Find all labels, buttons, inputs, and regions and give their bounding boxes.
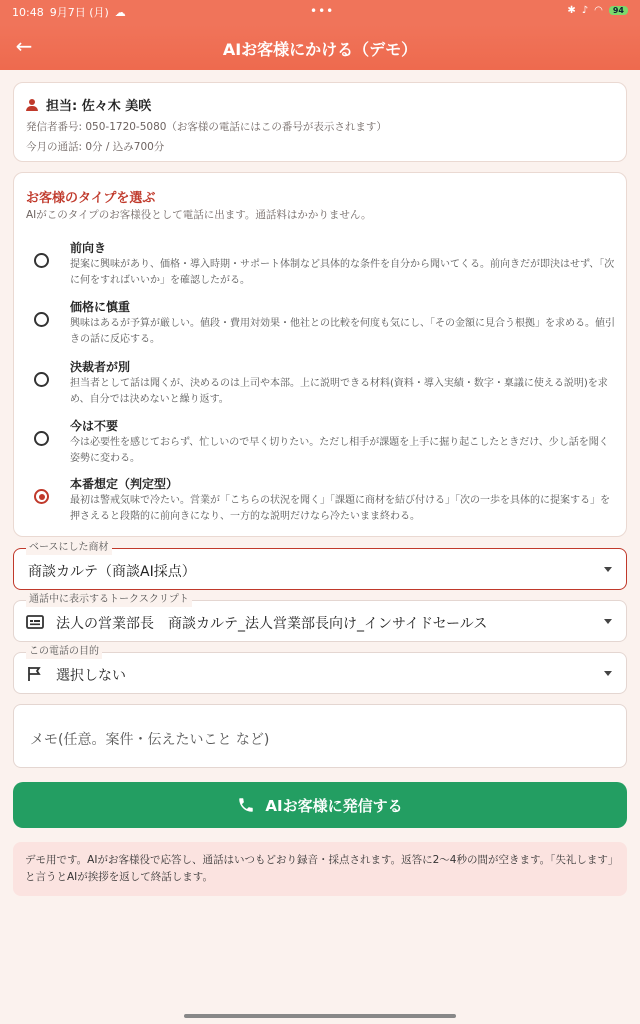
chevron-down-icon xyxy=(604,619,612,624)
person-icon xyxy=(26,99,38,111)
purpose-select-value: 選択しない xyxy=(56,668,126,684)
radio-button[interactable] xyxy=(34,312,49,327)
option-title: 決裁者が別 xyxy=(70,360,131,374)
cloud-icon: ☁ xyxy=(114,5,126,19)
phone-icon xyxy=(237,796,255,814)
script-select[interactable] xyxy=(13,594,627,642)
radio-button[interactable] xyxy=(34,253,49,268)
option-description: 提案に興味があり、価格・導入時期・サポート体制など具体的な条件を自分から聞いてくる。前向きだが即決はせず、「次に何をすればいいか」を確認したがる。 xyxy=(70,259,615,286)
radio-button-selected[interactable] xyxy=(34,489,49,504)
option-description: 最初は警戒気味で冷たい。営業が「こちらの状況を聞く」「課題に商材を結び付ける」「次の一歩を具体的に提案する」を押さえると段階的に前向きになり、一方的な説明だけなら冷たいまま終わる。 xyxy=(70,495,610,522)
customer-type-title: お客様のタイプを選ぶ xyxy=(26,191,156,206)
purpose-select-label: この電話の目的 xyxy=(26,645,102,659)
page-title: AIお客様にかける（デモ） xyxy=(222,40,418,59)
customer-type-subtitle: AIがこのタイプのお客様役として電話に出ます。通話料はかかりません。 xyxy=(26,209,372,221)
customer-type-card xyxy=(13,172,627,537)
bluetooth-icon: ✱ xyxy=(567,5,576,16)
call-ai-customer-button[interactable] xyxy=(13,782,627,828)
option-description: 興味はあるが予算が厳しい。値段・費用対効果・他社との比較を何度も気にし、「その金額に見合う根拠」を求める。値引きの話に反応する。 xyxy=(70,318,615,345)
option-title: 価格に慎重 xyxy=(70,300,131,314)
monthly-usage: 今月の通話: 0分 / 込み700分 xyxy=(26,141,165,153)
product-select[interactable] xyxy=(13,542,627,590)
memo-placeholder: メモ(任意。案件・伝えたいこと など) xyxy=(30,732,270,748)
option-title: 今は不要 xyxy=(70,419,119,433)
script-select-label: 通話中に表示するトークスクリプト xyxy=(26,593,192,607)
status-bar xyxy=(0,0,640,24)
option-title: 前向き xyxy=(70,241,107,255)
purpose-select[interactable] xyxy=(13,646,627,694)
caller-number: 発信者番号: 050-1720-5080（お客様の電話にはこの番号が表示されます） xyxy=(26,121,387,133)
radio-button[interactable] xyxy=(34,431,49,446)
product-select-label: ベースにした商材 xyxy=(26,541,112,555)
script-card-icon xyxy=(26,614,44,630)
option-description: 担当者として話は聞くが、決めるのは上司や本部。上に説明できる材料(資料・導入実績・数字・稟議に使える説明)を求め、自分では決めないと繰り返す。 xyxy=(70,378,608,405)
call-button-label: AIお客様に発信する xyxy=(265,796,403,815)
option-description: 今は必要性を感じておらず、忙しいので早く切りたい。ただし相手が課題を上手に掘り起こしたときだけ、少し話を聞く姿勢に変わる。 xyxy=(70,437,609,464)
app-bar xyxy=(0,24,640,70)
chevron-down-icon xyxy=(604,671,612,676)
demo-note xyxy=(13,842,627,896)
more-dots-icon: ••• xyxy=(310,4,335,18)
agent-info-card xyxy=(13,82,627,162)
battery-icon: 94 xyxy=(609,6,628,15)
status-time: 10:48 xyxy=(12,5,44,19)
status-date: 9月7日 (月) xyxy=(49,6,109,19)
radio-button[interactable] xyxy=(34,372,49,387)
agent-name: 担当: 佐々木 美咲 xyxy=(46,99,152,114)
flag-icon xyxy=(26,666,44,682)
chevron-down-icon xyxy=(604,567,612,572)
demo-note-text: デモ用です。AIがお客様役で応答し、通話はいつもどおり録音・採点されます。返答に2〜4秒の間が空きます。「失礼します」と言うとAIが挨拶を返して終話します。 xyxy=(25,854,614,883)
script-select-value: 法人の営業部長 商談カルテ_法人営業部長向け_インサイドセールス xyxy=(56,616,488,632)
mute-icon: ♪ xyxy=(581,5,589,16)
wifi-icon: ◠ xyxy=(594,5,603,16)
home-indicator[interactable] xyxy=(184,1014,456,1018)
memo-input[interactable] xyxy=(13,704,627,768)
option-title: 本番想定（判定型） xyxy=(70,477,179,491)
product-select-value: 商談カルテ（商談AI採点） xyxy=(28,564,196,580)
back-arrow-icon[interactable]: ← xyxy=(15,34,33,58)
